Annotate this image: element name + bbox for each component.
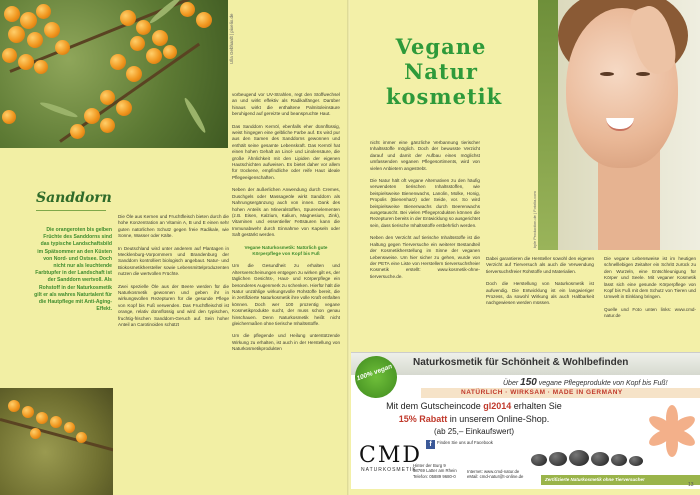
vegan-badge: 100% vegan <box>349 350 403 404</box>
intro-text: Die orangeroten bis gelben Früchte des Sanddorns sind das typische Landschaftsbild im Spätsommer an den Küsten von Nord- und Ostsee. Doch nicht nur als leuchtende Farbtupfer in der Landschaft ist der Sanddorn wertvoll. Als Rohstoff in der Naturkosmetik gilt er als wahres Naturtalent für die Hautpflege mit Anti-Aging-Effekt. <box>34 227 112 313</box>
left-column-1 <box>118 214 229 335</box>
lily-flower-image <box>646 401 698 461</box>
right-column-1 <box>370 140 480 286</box>
photo-credit: Ulla Gebhardt | pixelio.de <box>229 13 234 64</box>
paragraph: nicht immer eine gänzliche Verbannung tierischer Inhaltsstoffe möglich. Doch der bewusste Verzicht darauf und damit der Aufbau eines möglichst umfassenden veganen Pflegesortiments, wird von vielen Anbietern angestrebt. <box>370 140 480 171</box>
sea-buckthorn-photo <box>0 0 228 148</box>
paragraph: Um die Gesundheit zu erhalten und Altersverscheinungen entgegen zu wirken gilt es, der täglichen Gesichts-, Haut- und Körperpflege ein besonderes Augenmerk zu schenken. Hierfür hält die Natur unzählige wirkungsvolle Rohstoffe bereit, die in zertifizierte Naturkosmetik ihre volle Kraft entfalten können. Doch wer 100 prozentig vegane Kosmetikprodukte sucht, der muss schon genau hinschauen. Denn Naturkosmetik heißt nicht gleichermaßen ohne tierische Inhaltsstoffe. <box>232 263 341 326</box>
ad-title: Naturkosmetik für Schönheit & Wohlbefinden <box>413 357 629 368</box>
facebook-icon[interactable]: f <box>426 440 435 449</box>
ad-footer: Zertifizierte Naturkosmetik ohne Tierversuche! <box>541 475 700 485</box>
right-column-3 <box>604 256 696 326</box>
headline-line: Natur <box>404 59 478 84</box>
headline-line: kosmetik <box>386 84 503 109</box>
ad-subtitle: Über 150 vegane Pflegeprodukte von Kopf bis Fuß! <box>503 377 668 388</box>
right-column-2 <box>486 256 594 313</box>
title-rule <box>36 210 106 211</box>
discount-line: 15% Rabatt in unserem Online-Shop. <box>398 414 550 424</box>
section-title: Sanddorn <box>36 190 112 206</box>
cmd-logo: CMD <box>359 443 422 468</box>
contact[interactable]: Internet: www.cmd-natur.de eMail: cmd-natur@t-online.de <box>467 469 524 480</box>
headline-line: Vegane <box>395 34 487 59</box>
paragraph: Die Öle aus Kernen und Fruchtfleisch bieten durch die hohe Konzentration an Vitamin A, B und E einen sehr guten natürlichen Schutz gegen freie Radikale, wie Sonne, Wasser oder Kälte. <box>118 214 229 239</box>
massage-stones-image <box>531 448 651 468</box>
cmd-logo-sub: NATURKOSMETIK <box>361 467 417 473</box>
paragraph: Das Sanddorn Kernöl, ebenfalls eher dünnflüssig, weist hingegen eine gelbliche Farbe auf. Es wird pur aus den Samen des Sanddorns gewonnen und enthält seine gesamte Lebenskraft. Das Kernöl hat einen hohen Gehalt an Linol- und Linolensäure, die große Ähnlichkeit mit den Lipiden der eigenen Hautschichten aufweisen. Es bietet daher vor allem für trockene, empfindliche oder reife Haut ideale Pflegeeigenschaften. <box>232 123 340 180</box>
photo-credit: kyle Production.de | Fotolia.com <box>532 191 537 248</box>
minimum-order: (ab 25,– Einkaufswert) <box>433 427 515 436</box>
cmd-advertisement[interactable] <box>351 352 700 489</box>
paragraph: Doch die Herstellung von Naturkosmetik ist aufwendig. Die Entwicklung ist ein langwieriger Prozess, da sowohl Wirkung als auch Haltbarkeit nachgewiesen werden müssen. <box>486 281 594 306</box>
woman-portrait-photo <box>538 0 700 250</box>
sea-buckthorn-photo-2 <box>0 388 113 495</box>
left-column-2 <box>232 92 340 359</box>
paragraph: Quelle und Foto unten links: www.cmd-natur.de <box>604 306 696 319</box>
coupon-line: Mit dem Gutscheincode gl2014 erhalten Sie <box>386 401 562 411</box>
paragraph: Um die pflegende und Heilung unterstützende Wirkung zu erhalten, ist auch in der Herstellung von Naturkosmetikprodukten <box>232 333 340 352</box>
ad-band: NATÜRLICH · WIRKSAM · MADE IN GERMANY <box>421 388 700 398</box>
paragraph: In Deutschland wird unter anderem auf Plantagen in Mecklenburg-Vorpommern und Brandenburg der Sanddorn kontrolliert biologisch angebaut. Natur- und Biokosmetikhersteller sowie Lebensmittelproduzenten nutzen die wertvollen Früchte. <box>118 245 229 277</box>
page-number: 13 <box>688 482 694 488</box>
paragraph: Neben der äußerlichen Anwendung durch Cremes, Duschgels oder Massageöle wirkt Sanddorn als Nahrungsergänzung auch von innen. Dank des hohen Anteils an Mineralstoffen, Spurenelementen (z.B. Eisen, Kalzium, Kalium, Magnesium, Zink), Vitaminen und essentieller Fettsäuren kann die Immunabwehr durch Einnahme von Kapseln oder Saft gestärkt werden. <box>232 187 340 238</box>
paragraph: Dabei garantieren die Hersteller sowohl den eigenen Verzicht auf Tierversuch als auch die Verwendung tierversuchsfreier Rohstoffe und Materialien. <box>486 256 594 274</box>
left-page <box>0 0 348 495</box>
address: Hinter der Burg 9 58769 Latter am Rhein Telefon: 05889 9680-0 <box>413 463 457 479</box>
paragraph: Die Natur hält oft vegane Alternativen zu den häufig verwendeten tierischen Inhaltsstoffen, wie beispielsweise Bienenwachs, Lanolin, Molke, Honig, Propolis (Bienenharz) oder Seide, vor. So wird beispielsweise Bienenwachs durch Beerenwachs ausgetauscht. Bei vielen Pflegeprodukten können die Rezepturen bereits in der Entwicklung so ausgerichtet sein, dass tierische Inhaltsstoffe entbehrlich werden. <box>370 178 480 228</box>
paragraph: vorbeugend vor UV-Strahlen, regt den Stoffwechsel an und wirkt effektiv als Radikalfänger. Darüber hinaus wirkt die enthaltene Palmitoleinsäure beruhigend auf gereizte und beanspruchte Haut. <box>232 92 340 117</box>
coupon-code: gl2014 <box>483 401 512 411</box>
paragraph: Zwei spezielle Öle aus der Beere werden für die Naturkosmetik gewonnen und geben ihr in wirkungsvollen Rezepturen für die gesunde Pflege von Kopf bis Fuß verwenden. Das Fruchtfleischöl ist orange, relativ dünnflüssig und wird den typischen, fruchtig-frischen Sanddorn-Geruch auf. Sein hoher Anteil an Carotinoiden schützt <box>118 283 229 328</box>
paragraph: Die vegane Lebensweise ist im heutigen schnelllebigen Zeitalter ein Schritt zurück zu den Wurzeln, eine Entschleunigung für Körper und Seele. Mit veganer Kosmetik lässt sich eine gesunde Körperpflege von Kopf bis Fuß mit dem Schutz von Tieren und Umwelt in Einklang bringen. <box>604 256 696 300</box>
subheading: Vegane Naturkosmetik: Natürlich gute Körperpflege von Kopf bis Fuß <box>244 244 328 256</box>
paragraph: Neben den Verzicht auf tierische Inhaltsstoffe ist die Haltung gegen Tierversuche ein weiterer Bestandteil der Kosmetikherstellung im Sinne der veganen Lebensweise. Um hier sicher zu gehen, wurde von der PETA eine Liste von Herstellern tierversuchsfreier Kosmetik erstellt: www.kosmetik-ohne-tierversuche.de. <box>370 235 480 279</box>
facebook-label[interactable]: Finden Sie uns auf Facebook <box>437 440 493 445</box>
headline <box>386 34 503 109</box>
